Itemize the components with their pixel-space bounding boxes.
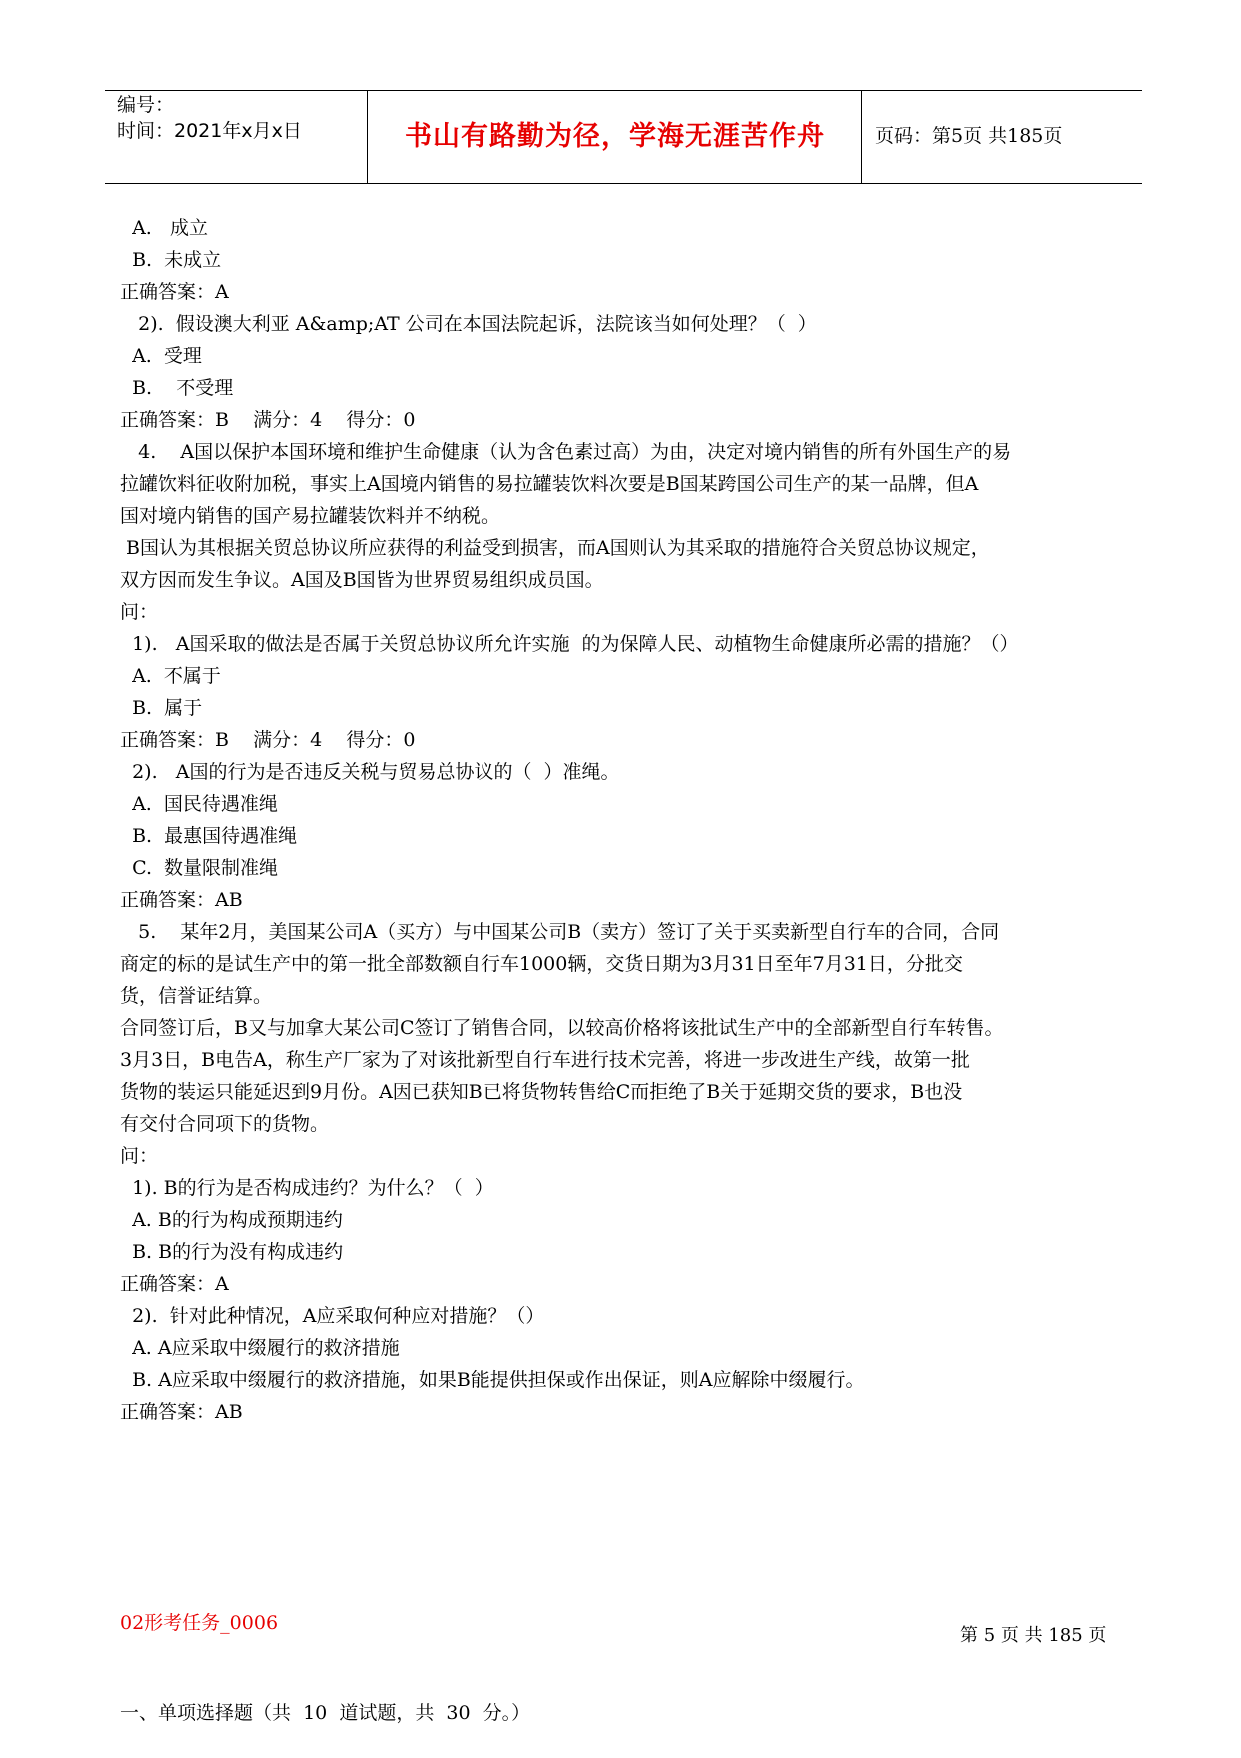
text-line: B. 未成立 — [120, 249, 222, 271]
motto: 书山有路勤为径，学海无涯苦作舟 — [405, 121, 825, 152]
answer-line: 正确答案：B 满分：4 得分：0 — [120, 409, 416, 431]
answer-line: 正确答案：AB — [120, 1401, 243, 1423]
time-label: 时间：2021年x月x日 — [117, 120, 302, 142]
text-line: B. A应采取中缀履行的救济措施，如果B能提供担保或作出保证，则A应解除中缀履行。 — [120, 1369, 865, 1391]
text-line: 国对境内销售的国产易拉罐装饮料并不纳税。 — [120, 505, 501, 527]
header-page-cell — [863, 91, 1142, 183]
text-line: B. 不受理 — [120, 377, 234, 399]
text-line: B. 最惠国待遇准绳 — [120, 825, 298, 847]
text-line: 4. A国以保护本国环境和维护生命健康（认为含色素过高）为由，决定对境内销售的所有外国生产的易 — [120, 441, 1012, 463]
text-line: 2). 针对此种情况，A应采取何种应对措施？（） — [120, 1305, 545, 1327]
answer-line: 正确答案：A — [120, 1273, 229, 1295]
text-line: 5. 某年2月，美国某公司A（买方）与中国某公司B（卖方）签订了关于买卖新型自行车的合同，合同 — [120, 921, 1000, 943]
text-line: A. 受理 — [120, 345, 202, 367]
text-line: 2). A国的行为是否违反关税与贸易总协议的（ ）准绳。 — [120, 761, 620, 783]
text-line: A. 国民待遇准绳 — [120, 793, 278, 815]
number-label: 编号： — [117, 94, 175, 116]
text-line: 2). 假设澳大利亚 A&amp;AT 公司在本国法院起诉，法院该当如何处理？（ ） — [120, 313, 817, 335]
section-title: 02形考任务_0006 — [120, 1612, 279, 1634]
answer-line: 正确答案：B 满分：4 得分：0 — [120, 729, 416, 751]
text-line: 1). B的行为是否构成违约？为什么？（ ） — [120, 1177, 494, 1199]
section-subtitle: 一、单项选择题（共 10 道试题，共 30 分。） — [120, 1702, 531, 1724]
header-left-cell — [105, 91, 368, 183]
text-line: 3月3日，B电告A，称生产厂家为了对该批新型自行车进行技术完善，将进一步改进生产线，故第一批 — [120, 1049, 970, 1071]
page-footer: 第 5 页 共 185 页 — [960, 1625, 1107, 1646]
answer-line: 正确答案：AB — [120, 889, 243, 911]
text-line: 商定的标的是试生产中的第一批全部数额自行车1000辆，交货日期为3月31日至年7月31日，分批交 — [120, 953, 963, 975]
text-line: 货物的装运只能延迟到9月份。A因已获知B已将货物转售给C而拒绝了B关于延期交货的要求，B也没 — [120, 1081, 963, 1103]
text-line: 货，信誉证结算。 — [120, 985, 273, 1007]
text-line: A. 不属于 — [120, 665, 221, 687]
page-header — [105, 90, 1142, 184]
text-line: C. 数量限制准绳 — [120, 857, 279, 879]
text-line: B国认为其根据关贸总协议所应获得的利益受到损害，而A国则认为其采取的措施符合关贸总协议规定， — [120, 537, 990, 559]
text-line: 问： — [120, 1145, 159, 1167]
text-line: 问： — [120, 601, 159, 623]
text-line: 有交付合同项下的货物。 — [120, 1113, 330, 1135]
text-line: A. 成立 — [120, 217, 208, 239]
text-line: 合同签订后，B又与加拿大某公司C签订了销售合同，以较高价格将该批试生产中的全部新型自行车转售。 — [120, 1017, 1004, 1039]
text-line: 拉罐饮料征收附加税，事实上A国境内销售的易拉罐装饮料次要是B国某跨国公司生产的某一品牌，但A — [120, 473, 979, 495]
header-motto-cell — [369, 91, 862, 183]
section-block — [120, 1548, 530, 1758]
text-line: B. B的行为没有构成违约 — [120, 1241, 344, 1263]
text-line: A. B的行为构成预期违约 — [120, 1209, 343, 1231]
answer-line: 正确答案：A — [120, 281, 229, 303]
text-line: A. A应采取中缀履行的救济措施 — [120, 1337, 400, 1359]
text-line: 双方因而发生争议。A国及B国皆为世界贸易组织成员国。 — [120, 569, 604, 591]
page-info: 页码：第5页 共185页 — [875, 125, 1063, 147]
text-line: 1). A国采取的做法是否属于关贸总协议所允许实施 的为保障人民、动植物生命健康所必需的措施？（） — [120, 633, 1019, 655]
text-line: B. 属于 — [120, 697, 203, 719]
